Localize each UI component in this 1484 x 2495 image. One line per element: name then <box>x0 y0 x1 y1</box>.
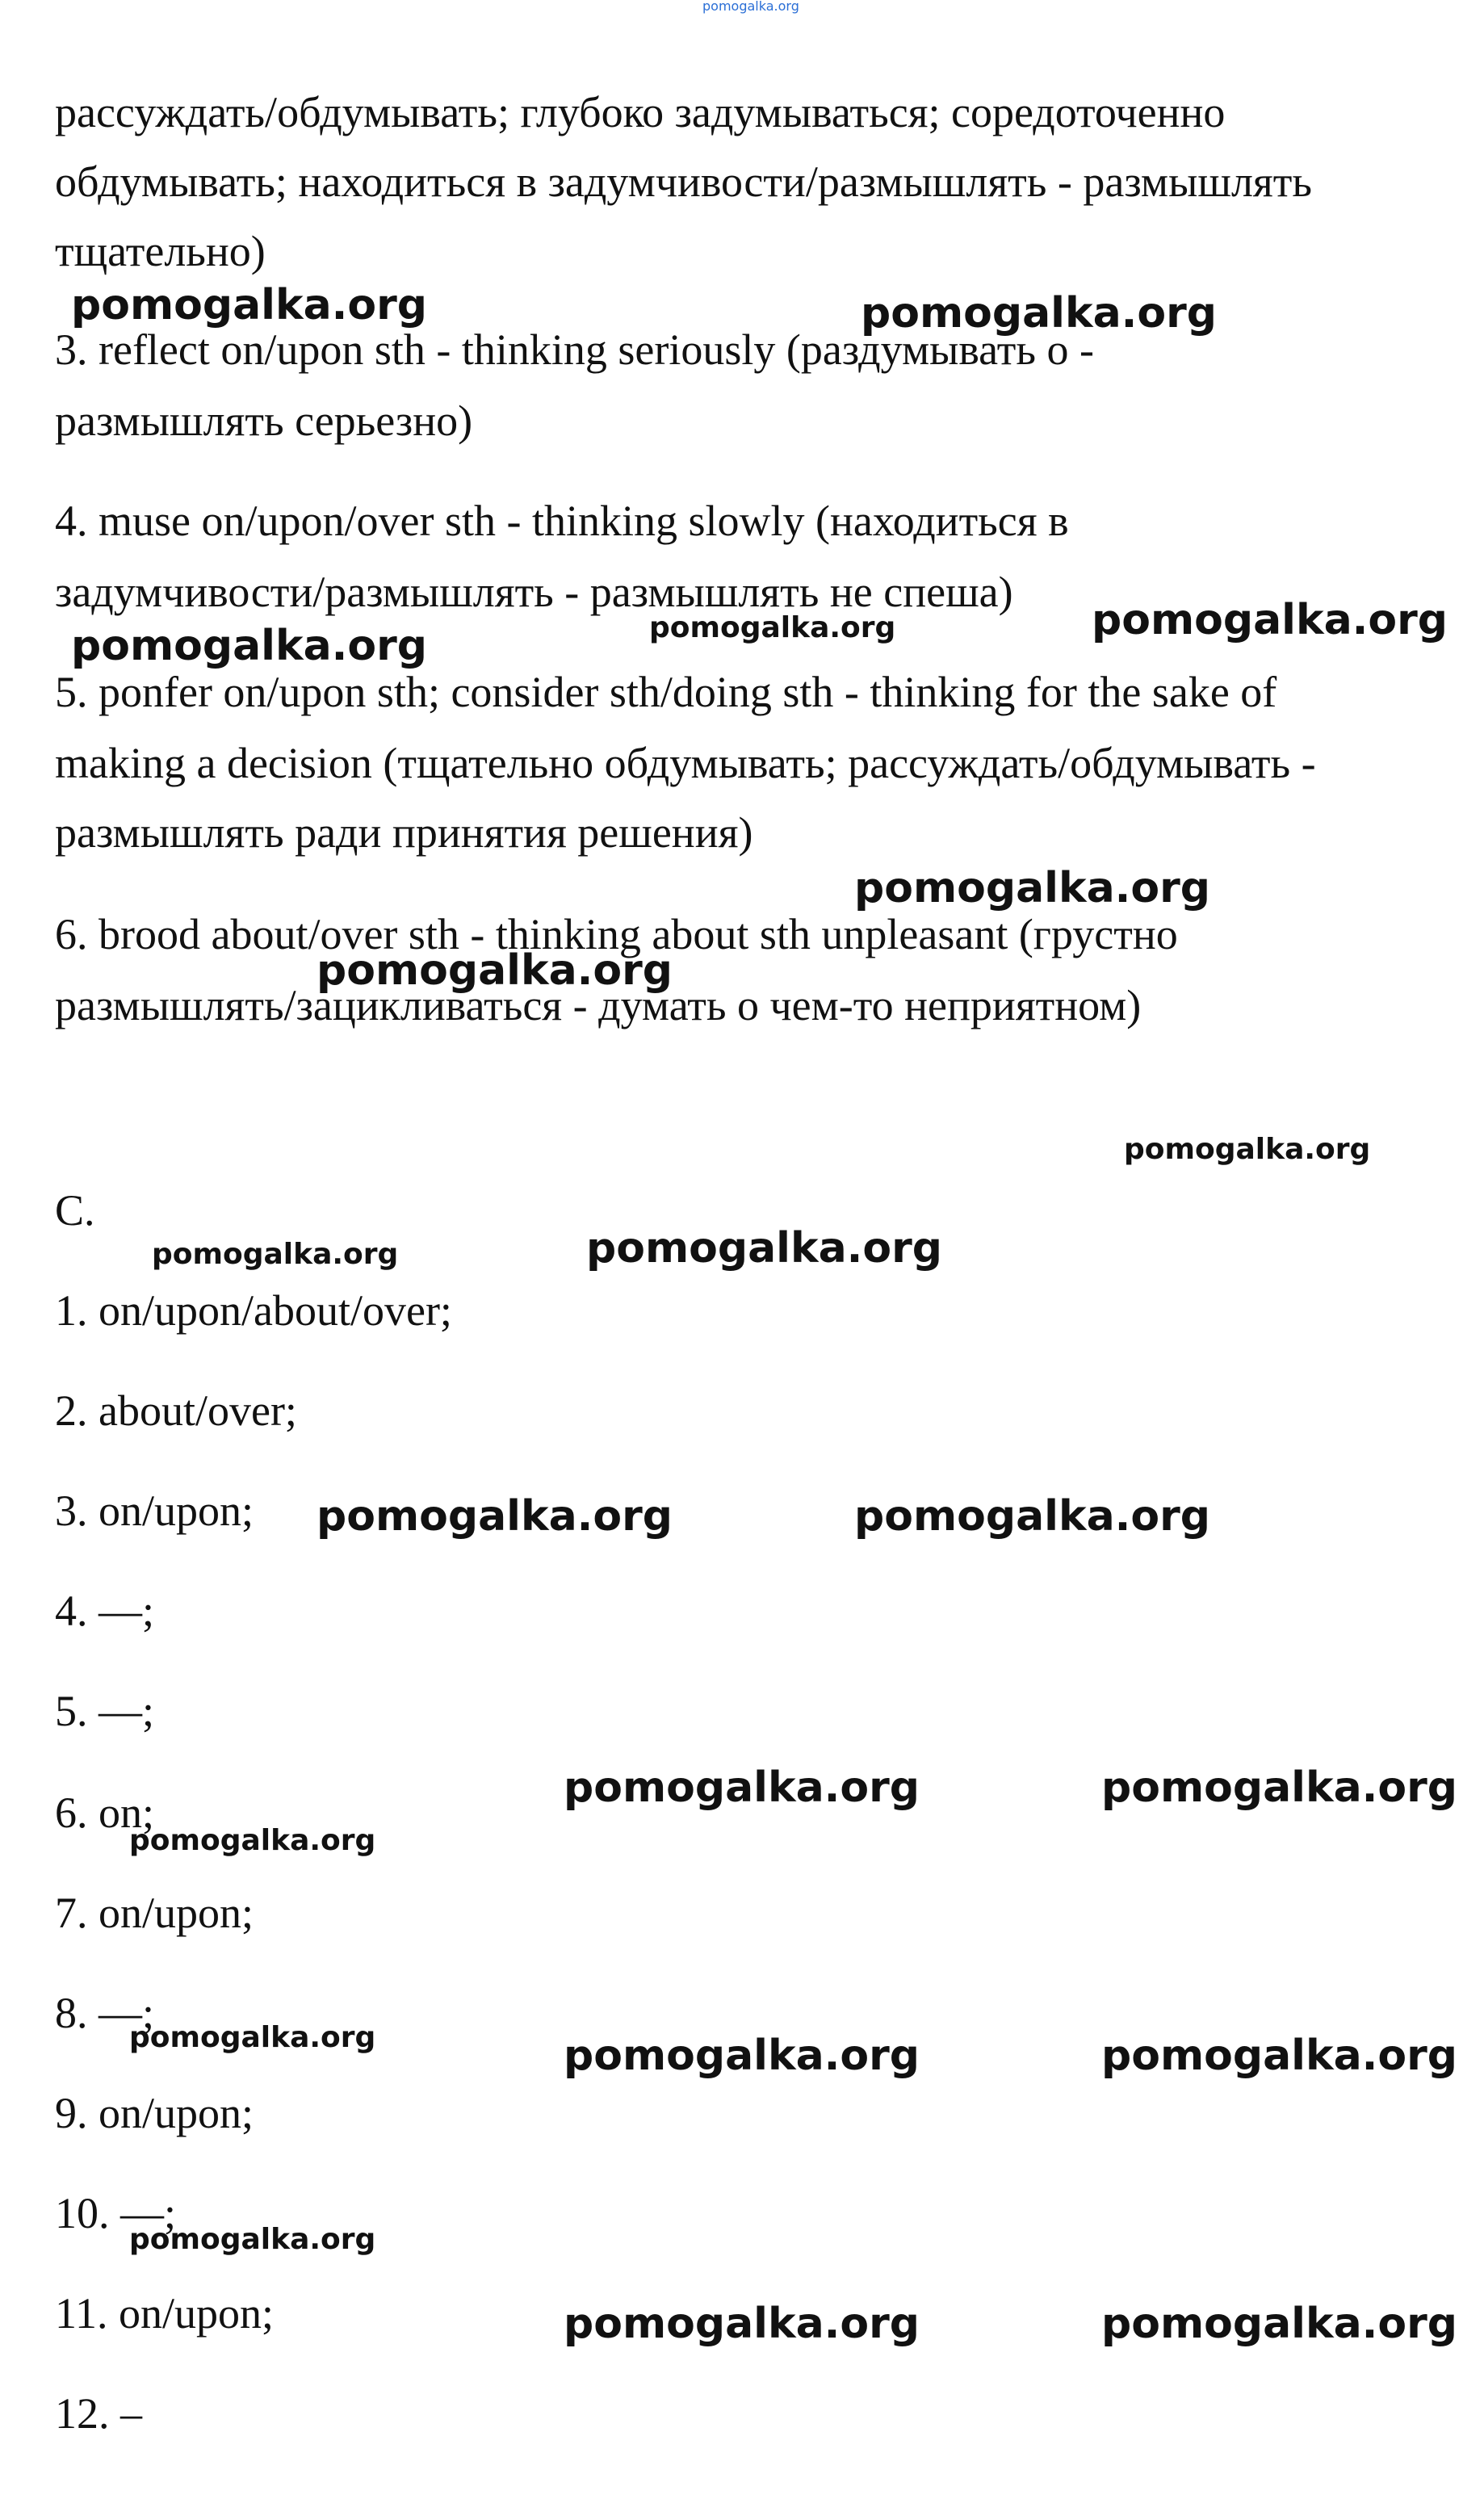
section-heading: C. <box>55 1186 95 1235</box>
header-site-link[interactable]: pomogalka.org <box>702 0 799 14</box>
watermark: pomogalka.org <box>71 281 428 329</box>
watermark: pomogalka.org <box>129 1824 376 1857</box>
answer-item: 8. —; <box>55 1989 155 2037</box>
watermark: pomogalka.org <box>129 2021 376 2054</box>
definition-line: обдумывать; находиться в задумчивости/размышлять - размышлять <box>55 157 1312 206</box>
definition-line: 3. reflect on/upon sth - thinking seriously (раздумывать о - <box>55 325 1094 374</box>
watermark: pomogalka.org <box>854 1492 1211 1541</box>
watermark: pomogalka.org <box>1101 2032 1458 2080</box>
definition-line: рассуждать/обдумывать; глубоко задумываться; соредоточенно <box>55 88 1226 136</box>
watermark: pomogalka.org <box>317 946 673 995</box>
watermark: pomogalka.org <box>152 1238 399 1271</box>
watermark: pomogalka.org <box>564 2300 920 2348</box>
definition-line: 6. brood about/over sth - thinking about sth unpleasant (грустно <box>55 910 1178 958</box>
definition-line: размышлять/зацикливаться - думать о чем-то неприятном) <box>55 981 1142 1029</box>
definition-line: тщательно) <box>55 227 266 275</box>
watermark: pomogalka.org <box>71 622 428 670</box>
answer-item: 3. on/upon; <box>55 1487 254 1535</box>
watermark: pomogalka.org <box>1124 1133 1371 1166</box>
answer-item: 12. – <box>55 2389 142 2438</box>
watermark: pomogalka.org <box>649 611 896 644</box>
watermark: pomogalka.org <box>1101 1763 1458 1812</box>
definition-line: задумчивости/размышлять - размышлять не спеша) <box>55 568 1013 616</box>
answer-item: 11. on/upon; <box>55 2289 275 2338</box>
watermark: pomogalka.org <box>586 1224 943 1273</box>
answer-item: 9. on/upon; <box>55 2089 254 2137</box>
definition-line: размышлять серьезно) <box>55 396 473 445</box>
watermark: pomogalka.org <box>564 2032 920 2080</box>
definition-line: размышлять ради принятия решения) <box>55 808 753 857</box>
watermark: pomogalka.org <box>1092 596 1448 644</box>
answer-item: 5. —; <box>55 1687 155 1735</box>
definition-line: 5. ponfer on/upon sth; consider sth/doing sth - thinking for the sake of <box>55 668 1277 716</box>
watermark: pomogalka.org <box>129 2223 376 2256</box>
watermark: pomogalka.org <box>854 864 1211 912</box>
answer-item: 7. on/upon; <box>55 1889 254 1937</box>
answer-item: 1. on/upon/about/over; <box>55 1286 452 1335</box>
answer-item: 10. —; <box>55 2189 177 2237</box>
definition-line: making a decision (тщательно обдумывать; рассуждать/обдумывать - <box>55 739 1316 787</box>
watermark: pomogalka.org <box>1101 2300 1458 2348</box>
definition-line: 4. muse on/upon/over sth - thinking slowly (находиться в <box>55 497 1069 545</box>
answer-item: 2. about/over; <box>55 1386 297 1435</box>
watermark: pomogalka.org <box>564 1763 920 1812</box>
answer-item: 4. —; <box>55 1587 155 1635</box>
watermark: pomogalka.org <box>861 289 1218 338</box>
answer-item: 6. on; <box>55 1788 155 1837</box>
watermark: pomogalka.org <box>317 1492 673 1541</box>
